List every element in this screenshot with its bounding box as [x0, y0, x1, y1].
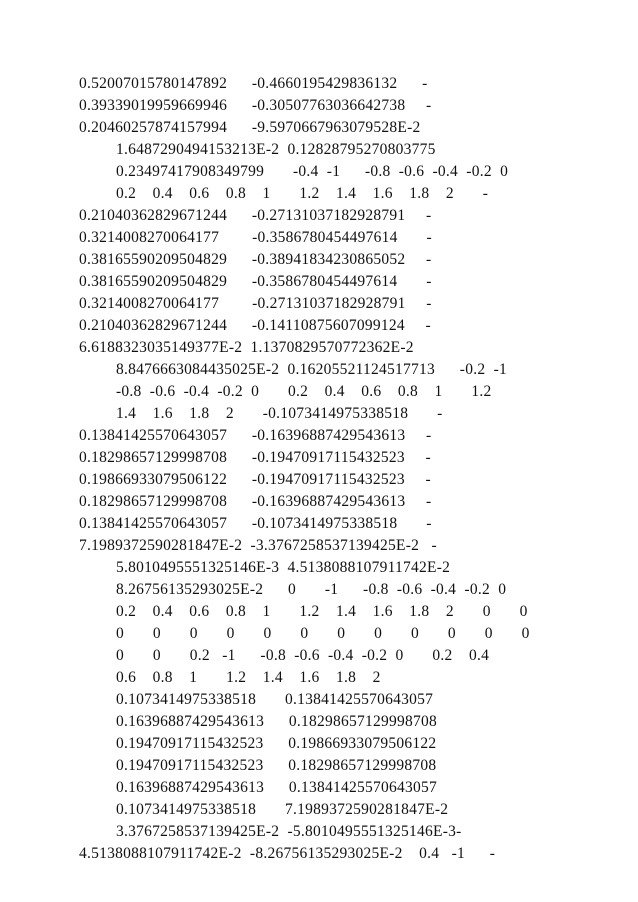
text-line: 0.19470917115432523 0.19866933079506122 [116, 735, 437, 752]
text-line: 0 0 0 0 0 0 0 0 0 0 0 0 [116, 625, 530, 642]
text-line: 0.1073414975338518 7.1989372590281847E-2 [116, 801, 449, 818]
text-line: 0 0 0.2 -1 -0.8 -0.6 -0.4 -0.2 0 0.2 0.4 [116, 647, 490, 664]
text-line: 8.26756135293025E-2 0 -1 -0.8 -0.6 -0.4 -0.2 0 [116, 581, 507, 598]
text-line: 0.13841425570643057 -0.1073414975338518 - [79, 515, 432, 532]
text-line: 7.1989372590281847E-2 -3.3767258537139425E-2 - [79, 537, 437, 554]
text-line: 0.1073414975338518 0.13841425570643057 [116, 691, 434, 708]
text-line: 0.16396887429543613 0.13841425570643057 [116, 779, 437, 796]
text-line: 4.5138088107911742E-2 -8.26756135293025E-2 0.4 -1 - [79, 845, 496, 862]
text-line: 5.8010495551325146E-3 4.5138088107911742E-2 [116, 559, 451, 576]
text-line: 6.6188323035149377E-2 1.1370829570772362E-2 [79, 339, 414, 356]
text-line: 0.21040362829671244 -0.27131037182928791 - [79, 207, 432, 224]
text-line: 1.4 1.6 1.8 2 -0.1073414975338518 - [116, 405, 443, 422]
text-line: 0.38165590209504829 -0.3586780454497614 - [79, 273, 432, 290]
text-line: 3.3767258537139425E-2 -5.8010495551325146E-3- [116, 823, 462, 840]
text-line: 1.6487290494153213E-2 0.12828795270803775 [116, 141, 436, 158]
text-line: 0.16396887429543613 0.18298657129998708 [116, 713, 437, 730]
text-line: 0.18298657129998708 -0.16396887429543613 - [79, 493, 432, 510]
text-line: 0.19866933079506122 -0.19470917115432523 - [79, 471, 431, 488]
text-line: 0.20460257874157994 -9.5970667963079528E-2 [79, 119, 421, 136]
text-line: 0.39339019959669946 -0.30507763036642738 - [79, 97, 432, 114]
text-line: 0.2 0.4 0.6 0.8 1 1.2 1.4 1.6 1.8 2 - [116, 185, 489, 202]
text-line: 0.3214008270064177 -0.27131037182928791 - [79, 295, 432, 312]
text-line: 0.23497417908349799 -0.4 -1 -0.8 -0.6 -0.4 -0.2 0 [116, 163, 509, 180]
text-line: 8.8476663084435025E-2 0.16205521124517713 -0.2 -1 [116, 361, 508, 378]
text-line: 0.52007015780147892 -0.4660195429836132 - [79, 75, 428, 92]
text-line: 0.6 0.8 1 1.2 1.4 1.6 1.8 2 [116, 669, 381, 686]
text-line: 0.21040362829671244 -0.14110875607099124 - [79, 317, 431, 334]
text-line: 0.2 0.4 0.6 0.8 1 1.2 1.4 1.6 1.8 2 0 0 [116, 603, 528, 620]
text-line: 0.13841425570643057 -0.16396887429543613 - [79, 427, 432, 444]
text-line: 0.3214008270064177 -0.3586780454497614 - [79, 229, 432, 246]
text-line: 0.19470917115432523 0.18298657129998708 [116, 757, 437, 774]
text-line: -0.8 -0.6 -0.4 -0.2 0 0.2 0.4 0.6 0.8 1 1.2 [116, 383, 492, 400]
text-line: 0.38165590209504829 -0.38941834230865052 - [79, 251, 432, 268]
text-line: 0.18298657129998708 -0.19470917115432523 - [79, 449, 431, 466]
